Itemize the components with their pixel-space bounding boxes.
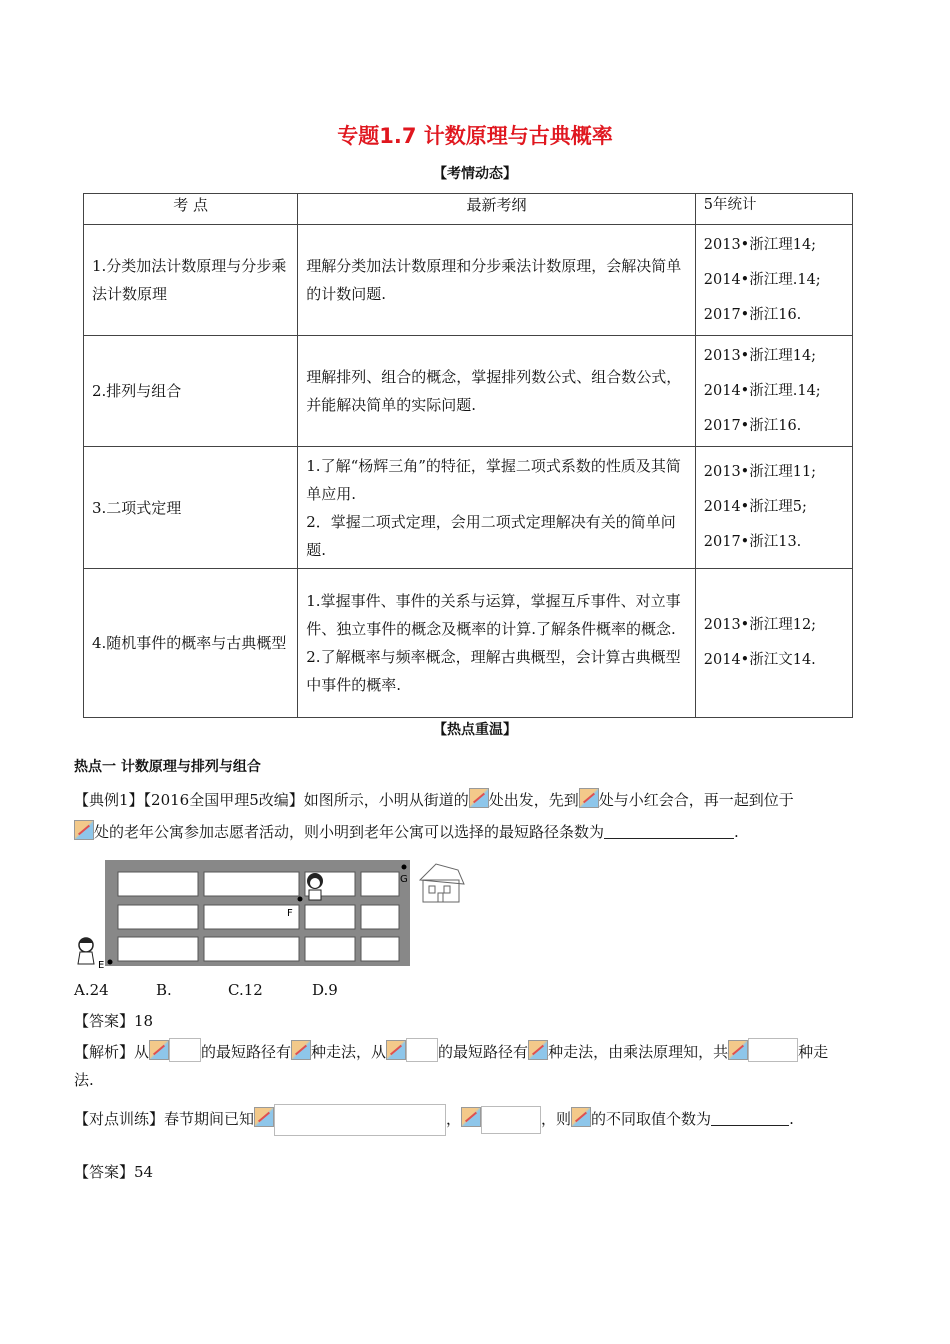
label-g: G [400, 874, 408, 885]
requirement-text: 2．掌握二项式定理，会用二项式定理解决有关的简单问题. [306, 512, 676, 559]
table-header-requirement: 最新考纲 [298, 194, 696, 225]
table-cell-requirement [298, 225, 696, 336]
example-text: 处与小红会合，再一起到位于 [598, 791, 794, 809]
table-row [84, 569, 853, 718]
table-cell-requirement [298, 336, 696, 447]
formula-image-icon [74, 820, 94, 840]
table-cell-stats [695, 447, 852, 569]
formula-image-icon [579, 788, 599, 808]
table-cell-stats [695, 225, 852, 336]
formula-image-icon [461, 1107, 481, 1127]
formula-box [748, 1038, 798, 1062]
hotspot-title: 热点一 计数原理与排列与组合 [74, 759, 261, 775]
table-cell-topic: 2.排列与组合 [84, 336, 298, 447]
formula-image-icon [528, 1040, 548, 1060]
girl-figure-icon [307, 873, 323, 900]
stat-line: 2017•浙江16. [703, 306, 802, 323]
exam-table [83, 193, 853, 718]
table-cell-topic: 1.分类加法计数原理与分步乘法计数原理 [84, 225, 298, 336]
table-cell-stats [695, 569, 852, 718]
point-e-dot [108, 960, 113, 965]
training-line [74, 1104, 794, 1136]
analysis-text: 【解析】从 [74, 1043, 150, 1061]
formula-box [481, 1106, 541, 1134]
formula-image-icon [728, 1040, 748, 1060]
training-text: . [789, 1110, 794, 1128]
example-text: 【典例1】【2016全国甲理5改编】如图所示，小明从街道的 [74, 791, 469, 809]
label-f: F [287, 908, 293, 919]
formula-box [169, 1038, 201, 1062]
requirement-text: 1.了解“杨辉三角”的特征，掌握二项式系数的性质及其简单应用. [306, 456, 681, 503]
formula-box [406, 1038, 438, 1062]
example-text: . [734, 823, 739, 841]
table-row [84, 336, 853, 447]
answer-1: 【答案】18 [74, 1012, 154, 1030]
stat-line: 2017•浙江13. [703, 534, 802, 550]
requirement-text: 2.了解概率与频率概念，理解古典概型，会计算古典概型中事件的概率. [306, 648, 681, 694]
table-header-stats: 5年统计 [695, 194, 852, 225]
example-text: 处出发，先到 [488, 791, 579, 809]
stat-line: 2013•浙江理11; [703, 464, 817, 480]
table-header-row [84, 194, 853, 225]
example-line-2 [74, 820, 739, 842]
table-header-topic: 考 点 [84, 194, 298, 225]
section-hot-heading: 【热点重温】 [433, 722, 517, 738]
analysis-line-1 [74, 1038, 828, 1062]
stat-line: 2014•浙江理.14; [703, 271, 821, 288]
example-line-1 [74, 788, 794, 810]
stat-line: 2013•浙江理14; [703, 236, 817, 253]
analysis-text: 的最短路径有 [438, 1043, 529, 1061]
training-text: ， [446, 1110, 462, 1128]
house-icon [420, 864, 464, 902]
table-cell-requirement [298, 569, 696, 718]
section-exam-heading: 【考情动态】 [433, 166, 517, 182]
answer-2: 【答案】54 [74, 1163, 154, 1181]
analysis-line-2: 法. [74, 1071, 94, 1089]
training-text: 的不同取值个数为 [591, 1110, 712, 1128]
stat-line: 2013•浙江理14; [703, 347, 817, 364]
formula-image-icon [386, 1040, 406, 1060]
training-text: ，则 [541, 1110, 572, 1128]
stat-line: 2014•浙江理5; [703, 499, 807, 515]
training-text: 【对点训练】春节期间已知 [74, 1110, 255, 1128]
analysis-text: 种走法，由乘法原理知，共 [548, 1043, 729, 1061]
stat-line: 2014•浙江理.14; [703, 382, 821, 399]
stat-line: 2017•浙江16. [703, 417, 802, 434]
analysis-text: 种走法，从 [311, 1043, 387, 1061]
table-cell-topic: 3.二项式定理 [84, 447, 298, 569]
label-e: E [98, 960, 105, 971]
option-c: C.12 [228, 981, 263, 999]
option-b: B. [156, 981, 172, 999]
formula-box [274, 1104, 446, 1136]
formula-image-icon [291, 1040, 311, 1060]
formula-image-icon [254, 1107, 274, 1127]
requirement-text: 理解排列、组合的概念，掌握排列数公式、组合数公式，并能解决简单的实际问题. [306, 368, 682, 414]
requirement-text: 理解分类加法计数原理和分步乘法计数原理，会解决简单的计数问题. [306, 257, 682, 303]
answer-blank [604, 822, 734, 839]
answer-blank [711, 1109, 789, 1126]
street-grid-figure [72, 852, 472, 972]
analysis-text: 的最短路径有 [201, 1043, 292, 1061]
table-cell-requirement [298, 447, 696, 569]
example-text: 处的老年公寓参加志愿者活动，则小明到老年公寓可以选择的最短路径条数为 [94, 823, 605, 841]
stat-line: 2013•浙江理12; [703, 617, 817, 633]
requirement-text: 1.掌握事件、事件的关系与运算，掌握互斥事件、对立事件、独立事件的概念及概率的计算.了解条件概率的概念. [306, 592, 681, 638]
boy-figure-icon [78, 938, 94, 964]
formula-image-icon [469, 788, 489, 808]
formula-image-icon [149, 1040, 169, 1060]
option-a: A.24 [74, 981, 109, 999]
stat-line: 2014•浙江文14. [703, 652, 816, 668]
option-d: D.9 [312, 981, 338, 999]
options-row [74, 981, 338, 999]
table-cell-stats [695, 336, 852, 447]
page-title: 专题1.7 计数原理与古典概率 [337, 124, 613, 148]
table-row [84, 447, 853, 569]
table-cell-topic: 4.随机事件的概率与古典概型 [84, 569, 298, 718]
point-f-dot [298, 897, 303, 902]
analysis-text: 种走 [798, 1043, 829, 1061]
point-g-dot [402, 865, 407, 870]
table-row [84, 225, 853, 336]
formula-image-icon [571, 1107, 591, 1127]
